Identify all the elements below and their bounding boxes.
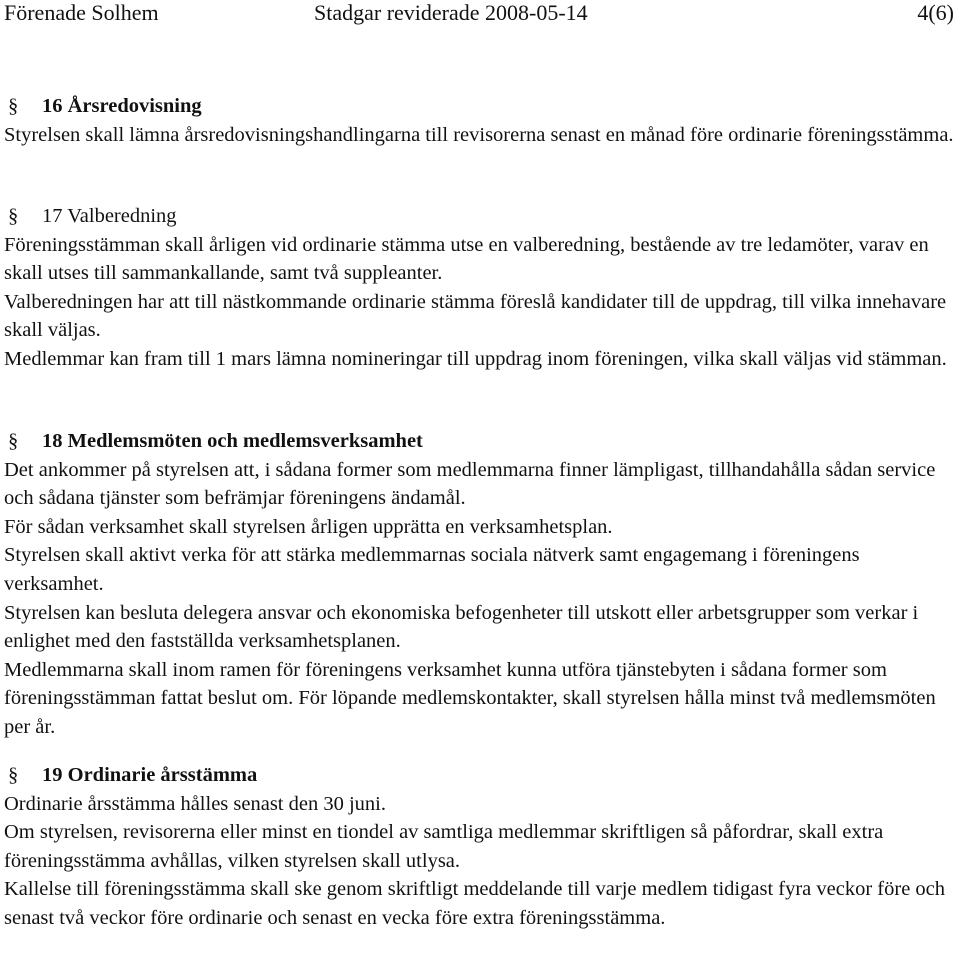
section-sign: § [8,764,19,786]
page-number: 4(6) [917,0,954,25]
section-heading [4,92,954,121]
organization-name: Förenade Solhem [4,0,159,25]
paragraph: Valberedningen har att till nästkommande ordinarie stämma föreslå kandidater till de uppdrag, till vilka innehavare skall väljas. [4,290,947,342]
section-16 [4,92,954,149]
section-sign: § [8,95,19,117]
paragraph: Ordinarie årsstämma hålles senast den 30 juni. [4,792,386,815]
section-sign: § [8,205,19,227]
section-title: 16 Årsredovisning [42,95,202,117]
section-title: 18 Medlemsmöten och medlemsverksamhet [42,430,423,452]
section-17 [4,202,954,374]
paragraph: Föreningsstämman skall årligen vid ordinarie stämma utse en valberedning, bestående av tre ledamöter, varav en skall utses till sammankallande, samt två suppleanter. [4,233,929,285]
page-header [4,0,954,28]
paragraph: Styrelsen skall aktivt verka för att stärka medlemmarnas sociala nätverk samt engagemang i föreningens verksamhet. [4,544,860,595]
paragraph: Medlemmarna skall inom ramen för föreningens verksamhet kunna utföra tjänstebyten i sådana former som föreningsstämman fattat beslut om. För löpande medlemskontakter, skall styrelsen hålla minst två medlemsmöten per år. [4,658,936,738]
section-title: 19 Ordinarie årsstämma [42,764,258,786]
section-heading [4,202,954,231]
paragraph: Medlemmar kan fram till 1 mars lämna nomineringar till uppdrag inom föreningen, vilka skall väljas vid stämman. [4,347,947,370]
document-revision-date: Stadgar reviderade 2008-05-14 [314,0,588,25]
paragraph: För sådan verksamhet skall styrelsen årligen upprätta en verksamhetsplan. [4,515,613,538]
paragraph: Kallelse till föreningsstämma skall ske genom skriftligt meddelande till varje medlem tidigast fyra veckor före och senast två veckor före ordinarie och senast en vecka före extra föreningsstämma. [4,878,946,929]
section-sign: § [8,430,19,452]
paragraph: Styrelsen kan besluta delegera ansvar och ekonomiska befogenheter till utskott eller arbetsgrupper som verkar i enlighet med den fastställda verksamhetsplanen. [4,601,919,653]
section-heading [4,427,954,456]
paragraph: Om styrelsen, revisorerna eller minst en tiondel av samtliga medlemmar skriftligen så påfordrar, skall extra föreningsstämma avhållas, vilken styrelsen skall utlysa. [4,821,884,872]
paragraph: Styrelsen skall lämna årsredovisningshandlingarna till revisorerna senast en månad före ordinarie föreningsstämma. [4,123,954,146]
section-19 [4,761,954,933]
paragraph: Det ankommer på styrelsen att, i sådana former som medlemmarna finner lämpligast, tillhandahålla sådan service och sådana tjänster som befrämjar föreningens ändamål. [4,458,936,510]
section-heading [4,761,954,790]
section-18 [4,427,954,742]
section-title: 17 Valberedning [42,205,177,227]
